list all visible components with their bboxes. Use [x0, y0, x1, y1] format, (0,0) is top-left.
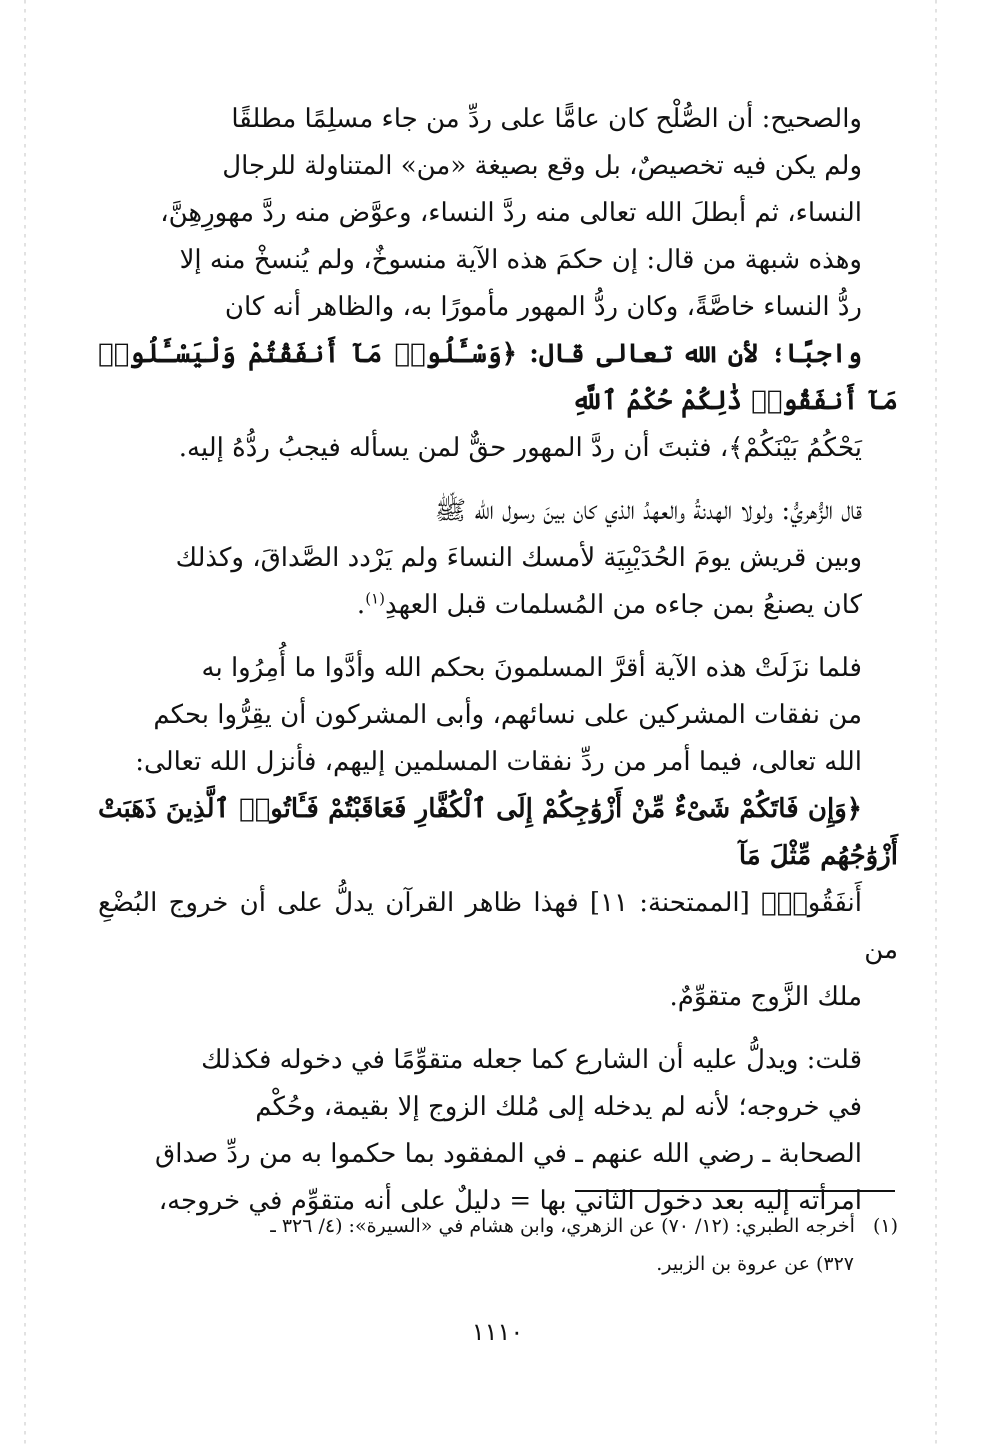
scan-margin-mark — [24, 0, 26, 1447]
sentence-end: . — [356, 590, 366, 620]
paragraph-1 — [98, 96, 898, 472]
text-line: امرأته إليه بعد دخول الثاني بها = دليلٌ على أنه متقوِّم في خروجه، — [158, 1186, 862, 1216]
text-line: وهذه شبهة من قال: إن حكمَ هذه الآية منسوخٌ، ولم يُنسخْ منه إلا — [179, 245, 862, 275]
text-line: في خروجه؛ لأنه لم يدخله إلى مُلك الزوج إلا بقيمة، وحُكْم — [255, 1092, 862, 1122]
text-line — [98, 582, 898, 629]
paragraph-3 — [98, 645, 898, 1021]
text-line: ردُّ النساء خاصَّةً، وكان ردُّ المهور مأمورًا به، والظاهر أنه كان — [224, 292, 862, 322]
text-line: قال الزُّهريُّ: ولولا الهدنةُ والعهدُ الذي كان بينَ رسول الله ﷺ — [434, 496, 862, 526]
text-line: النساء، ثم أبطلَ الله تعالى منه ردَّ النساء، وعوَّض منه ردَّ مهورِهِنَّ، — [160, 198, 862, 228]
quran-verse-line: واجبًا؛ لأن الله تعالى قال: ﴿وَسْـَٔلُوا۟ مَآ أَنفَقْتُمْ وَلْيَسْـَٔلُوا۟ مَآ أَنفَقُوا۟ ذَٰلِكُمْ حُكْمُ ٱللَّهِ — [98, 339, 898, 416]
footnote-number: (١) — [872, 1215, 898, 1237]
text-line: أَنفَقُوا۟﴾ [الممتحنة: ١١] فهذا ظاهر القرآن يدلُّ على أن خروج البُضْعِ من — [98, 888, 898, 965]
paragraph-4 — [98, 1037, 898, 1225]
text-line: وبين قريش يومَ الحُدَيْبِيَة لأمسك النساءَ ولم يَرْدد الصَّداقَ، وكذلك — [175, 543, 862, 573]
footnote-text: أخرجه الطبري: (١٢/ ٧٠) عن الزهري، وابن هشام في «السيرة»: (٤/ ٣٢٦ ـ — [270, 1215, 855, 1237]
main-text — [98, 96, 898, 1241]
text-line: ولم يكن فيه تخصيصٌ، بل وقع بصيغة «من» المتناولة للرجال — [222, 151, 862, 181]
text-line: ملك الزَّوج متقوِّمٌ. — [669, 982, 862, 1012]
quran-verse-line: ﴿وَإِن فَاتَكُمْ شَىْءٌ مِّنْ أَزْوَٰجِكُمْ إِلَى ٱلْكُفَّارِ فَعَاقَبْتُمْ فَـَٔاتُوا۟ ٱلَّذِينَ ذَهَبَتْ أَزْوَٰجُهُم مِّثْلَ مَآ — [98, 794, 898, 871]
text-line: فلما نزَلَتْ هذه الآية أقرَّ المسلمونَ بحكم الله وأدَّوا ما أُمِرُوا به — [201, 653, 862, 683]
footnote-reference: (١) — [365, 589, 385, 608]
text-line-body: كان يصنعُ بمن جاءه من المُسلمات قبل العهدِ — [384, 590, 862, 620]
text-line: الله تعالى، فيما أمر من ردِّ نفقات المسلمين إليهم، فأنزل الله تعالى: — [135, 747, 862, 777]
scan-margin-mark — [935, 0, 937, 1447]
text-line: قلت: ويدلُّ عليه أن الشارع كما جعله متقوِّمًا في دخوله فكذلك — [201, 1045, 862, 1075]
text-line: من نفقات المشركين على نسائهم، وأبى المشركون أن يقِرُّوا بحكم — [153, 700, 862, 730]
page-number: ١١١٠ — [471, 1318, 524, 1346]
text-line: والصحيح: أن الصُّلْح كان عامًّا على ردِّ من جاء مسلِمًا مطلقًا — [231, 104, 862, 134]
footnote-separator — [575, 1190, 895, 1192]
text-line: يَحْكُمُ بَيْنَكُمْ﴾، فثبتَ أن ردَّ المهور حقٌّ لمن يسأله فيجبُ ردُّهُ إليه. — [178, 433, 862, 463]
footnote — [98, 1207, 898, 1283]
footnote-line: ٣٢٧) عن عروة بن الزبير. — [656, 1253, 854, 1275]
footnote-line — [98, 1207, 898, 1245]
text-line: الصحابة ـ رضي الله عنهم ـ في المفقود بما حكموا به من ردِّ صداق — [155, 1139, 862, 1169]
paragraph-2 — [98, 488, 898, 629]
